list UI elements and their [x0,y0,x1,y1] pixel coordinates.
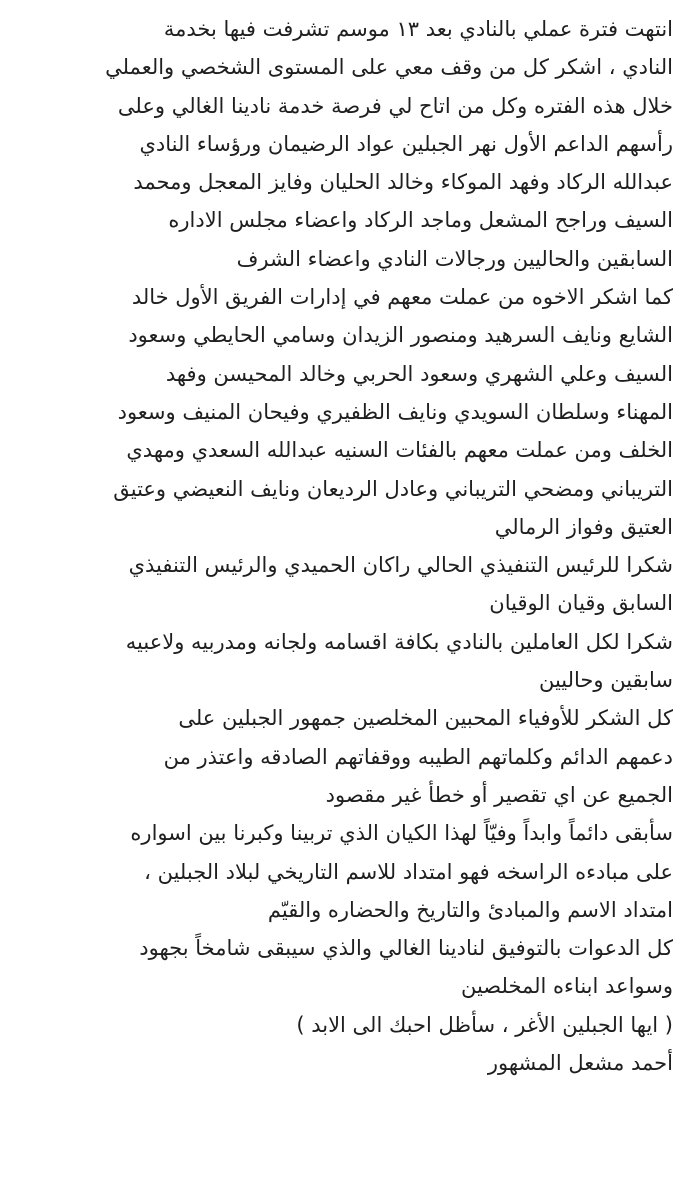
text-line: رأسهم الداعم الأول نهر الجبلين عواد الرضيمان ورؤساء النادي [139,131,673,156]
text-line: النادي ، اشكر كل من وقف معي على المستوى الشخصي والعملي [105,55,673,80]
text-line: امتداد الاسم والمبادئ والتاريخ والحضاره والقيّم [267,897,673,922]
text-line: على مبادءه الراسخه فهو امتداد للاسم التاريخي لبلاد الجبلين ، [144,859,673,884]
text-line: سأبقى دائماً وابداً وفيّاً لهذا الكيان الذي تربينا وكبرنا بين اسواره [130,821,673,846]
text-line: الجميع عن اي تقصير أو خطأ غير مقصود [325,782,673,807]
signature-line: أحمد مشعل المشهور [487,1051,673,1076]
text-line: وسواعد ابناءه المخلصين [460,974,673,999]
text-line: السابق وقيان الوقيان [489,591,673,616]
text-line: سابقين وحاليين [538,668,673,693]
text-line: خلال هذه الفتره وكل من اتاح لي فرصة خدمة نادينا الغالي وعلى [117,93,673,118]
text-line: شكرا للرئيس التنفيذي الحالي راكان الحميدي والرئيس التنفيذي [128,553,673,578]
text-line: كما اشكر الاخوه من عملت معهم في إدارات الفريق الأول خالد [131,285,673,310]
text-line: الخلف ومن عملت معهم بالفئات السنيه عبدالله السعدي ومهدي [126,438,673,463]
text-line: كل الدعوات بالتوفيق لنادينا الغالي والذي سيبقى شامخاً بجهود [139,936,673,961]
text-line: التريباني ومضحي التريباني وعادل الرديعان ونايف النعيضي وعتيق [113,476,673,501]
text-line: ( ايها الجبلين الأغر ، سأظل احبك الى الابد ) [296,1012,673,1037]
text-line: السيف وراجح المشعل وماجد الركاد واعضاء مجلس الاداره [168,208,673,233]
text-line: انتهت فترة عملي بالنادي بعد ١٣ موسم تشرفت فيها بخدمة [163,17,673,41]
text-line: شكرا لكل العاملين بالنادي بكافة اقسامه ولجانه ومدربيه ولاعبيه [125,629,673,654]
text-line: السيف وعلي الشهري وسعود الحربي وخالد المحيسن وفهد [165,361,673,386]
text-line: عبدالله الركاد وفهد الموكاء وخالد الحليان وفايز المعجل ومحمد [133,170,673,195]
text-line: كل الشكر للأوفياء المحبين المخلصين جمهور الجبلين على [178,706,673,731]
text-line: دعمهم الدائم وكلماتهم الطيبه ووقفاتهم الصادقه واعتذر من [163,744,673,769]
text-line: الشايع ونايف السرهيد ومنصور الزيدان وسامي الحايطي وسعود [128,323,673,348]
text-line: السابقين والحاليين ورجالات النادي واعضاء الشرف [236,246,673,271]
text-line: العتيق وفواز الرمالي [494,514,673,539]
text-line: المهناء وسلطان السويدي ونايف الظفيري وفيحان المنيف وسعود [117,399,673,424]
